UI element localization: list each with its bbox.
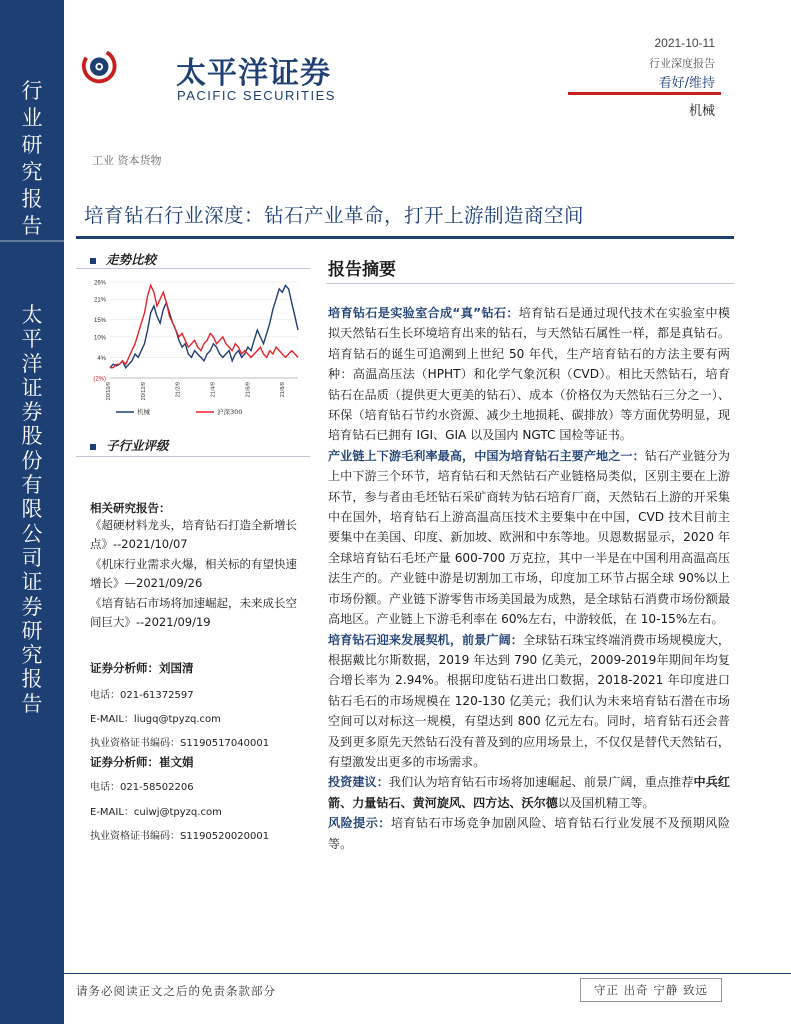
analyst-name: 证券分析师：崔文娟 bbox=[90, 755, 194, 769]
report-date: 2021-10-11 bbox=[654, 36, 715, 50]
chart-y-tick-label: 15% bbox=[93, 318, 106, 325]
related-reports-list bbox=[90, 516, 308, 632]
summary-paragraph: 投资建议：我们认为培育钻石市场将加速崛起、前景广阔，重点推荐中兵红箭、力量钻石、黄河旋风、四方达、沃尔德以及国机精工等。 bbox=[328, 775, 730, 810]
page-title: 培育钻石行业深度：钻石产业革命，打开上游制造商空间 bbox=[84, 204, 585, 227]
chart-x-tick-label: 21/8/9 bbox=[280, 382, 287, 398]
analyst-name: 证券分析师：刘国清 bbox=[90, 661, 194, 675]
trend-heading-rule bbox=[76, 268, 310, 269]
chart-x-tick-label: 21/2/9 bbox=[175, 382, 182, 398]
related-reports-title: 相关研究报告： bbox=[90, 501, 171, 515]
chart-y-tick-label: 26% bbox=[93, 280, 106, 287]
trend-heading: 走势比较 bbox=[90, 250, 156, 268]
chart-legend-label: 沪深300 bbox=[217, 408, 243, 416]
bullet-square-icon bbox=[90, 444, 96, 450]
analyst-license: 执业资格证书编码：S1190517040001 bbox=[90, 738, 270, 749]
related-report-item: 《超硬材料龙头，培育钻石打造全新增长点》--2021/10/07 bbox=[90, 518, 297, 552]
chart-series-line bbox=[110, 285, 298, 367]
analyst-email: E-MAIL：cuiwj@tpyzq.com bbox=[90, 807, 222, 818]
chart-x-tick-label: 20/12/9 bbox=[140, 382, 147, 401]
summary-paragraph: 风险提示：培育钻石市场竞争加剧风险、培育钻石行业发展不及预期风险等。 bbox=[328, 816, 730, 851]
chart-legend-label: 机械 bbox=[137, 408, 150, 416]
sidebar-report-label: 行 业 研 究 报 告 bbox=[21, 79, 43, 238]
analyst-license: 执业资格证书编码：S1190520020001 bbox=[90, 831, 270, 842]
header-accent-line bbox=[568, 92, 721, 95]
analyst-phone: 电话：021-61372597 bbox=[90, 690, 194, 701]
chart-x-tick-label: 21/4/9 bbox=[210, 382, 217, 398]
chart-x-tick-label: 20/10/9 bbox=[106, 382, 112, 401]
chart-y-tick-label: 10% bbox=[93, 335, 106, 342]
company-logo-icon bbox=[80, 16, 180, 112]
chart-y-tick-label: 21% bbox=[93, 297, 106, 304]
sidebar-company-label: 太 平 洋 证 券 股 份 有 限 公 司 证 券 研 究 报 告 bbox=[21, 303, 43, 716]
chart-series-line bbox=[110, 285, 298, 367]
chart-y-tick-label: 4% bbox=[97, 355, 106, 362]
related-report-item: 《机床行业需求火爆，相关标的有望快速增长》—2021/09/26 bbox=[90, 556, 297, 591]
logo-text-cn: 太平洋证券 bbox=[176, 56, 331, 91]
summary-paragraph: 培育钻石迎来发展契机，前景广阔：全球钻石珠宝终端消费市场规模庞大，根据戴比尔斯数据，2019 年达到 790 亿美元，2009-2019年期间年均复合增长率为 2.94%。根据印度钻石进出口数据，2018-2021 年印度进口钻石毛石的市场规模在 120-130 亿美元；我们认为未来培育钻石潜在市场空间可以对标这一规模，有望达到 800 亿元左右。同时，培育钻石还会普及到更多原先天然钻石没有普及到的应用场景上，不仅仅是替代天然钻石，有望激发出更多的市场需求。 bbox=[328, 632, 730, 769]
summary-paragraph: 产业链上下游毛利率最高，中国为培育钻石主要产地之一：钻石产业链分为上中下游三个环节，培育钻石和天然钻石产业链格局类似，区别主要在上游环节，参与者由毛坯钻石采矿商转为钻石培育厂商，天然钻石上游的开采集中在国外，培育钻石上游高温高压技术主要集中在中国，CVD 技术目前主要集中在美国、印度、新加坡、欧洲和中东等地。贝恩数据显示，2020 年全球培育钻石毛坯产量 600-700 万克拉，其中一半是在中国利用高温高压法生产的。产业链中游是切割加工市场，印度加工环节占据全球 90%以上市场份额。产业链下游零售市场美国最为成熟，是全球钻石消费市场份额最高地区。产业链上下游毛利率在 60%左右，中游较低，在 10-15%左右。 bbox=[328, 448, 730, 627]
bullet-square-icon bbox=[90, 258, 96, 264]
related-report-item: 《培育钻石市场将加速崛起，未来成长空间巨大》--2021/09/19 bbox=[90, 595, 297, 630]
sidebar-divider bbox=[0, 240, 64, 242]
analyst-email: E-MAIL：liugq@tpyzq.com bbox=[90, 714, 221, 725]
summary-paragraph: 培育钻石是实验室合成“真”钻石：培育钻石是通过现代技术在实验室中模拟天然钻石生长环境培育出来的钻石，与天然钻石属性一样，都是真钻石。培育钻石的诞生可追溯到上世纪 50 年代，生产培育钻石的方法主要有两种：高温高压法（HPHT）和化学气象沉积（CVD）。相比天然钻石，培育钻石在品质（提供更大更美的钻石）、成本（价格仅为天然钻石三分之一）、环保（培育钻石节约水资源、减少土地损耗、碳排放）等方面优势明显，现培育钻石已拥有 IGI、GIA 以及国内 NGTC 国检等证书。 bbox=[328, 306, 730, 443]
title-divider bbox=[76, 236, 734, 239]
category-label: 工业 资本货物 bbox=[92, 154, 162, 167]
chart-x-tick-label: 21/6/9 bbox=[245, 382, 252, 398]
analyst-phone: 电话：021-58502206 bbox=[90, 782, 194, 793]
footer-disclaimer: 请务必阅读正文之后的免责条款部分 bbox=[76, 984, 276, 998]
rating-badge: 看好/维持 bbox=[658, 76, 715, 91]
logo-text-en: PACIFIC SECURITIES bbox=[177, 88, 336, 103]
footer-motto: 守正 出奇 宁静 致远 bbox=[580, 978, 722, 1002]
chart-y-tick-label: (2%) bbox=[93, 376, 106, 383]
industry-label: 机械 bbox=[688, 104, 715, 119]
footer-rule bbox=[64, 973, 791, 974]
report-type: 行业深度报告 bbox=[649, 57, 715, 70]
summary-body bbox=[328, 303, 730, 854]
sub-rating-heading-rule bbox=[76, 456, 310, 457]
trend-chart bbox=[82, 272, 308, 420]
summary-rule bbox=[326, 283, 734, 284]
sub-rating-heading: 子行业评级 bbox=[90, 436, 169, 454]
sidebar bbox=[0, 0, 64, 1024]
summary-heading: 报告摘要 bbox=[328, 260, 396, 280]
